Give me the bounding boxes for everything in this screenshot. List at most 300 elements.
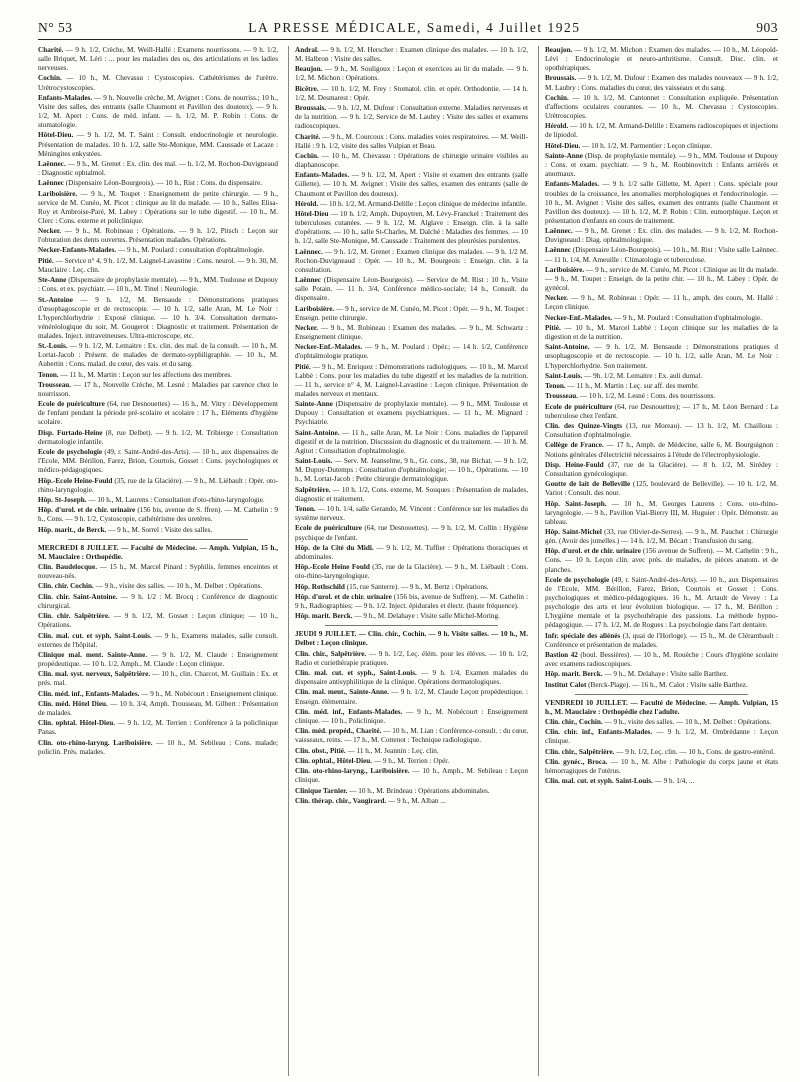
entry-text: — 9 h. 1/2, M. Bensaude : Démonstrations pratiques d œsophagoscopie et de rectoscopie. — 10 h. 1/2, salle Aran, M. Le Noir : L'hyperchlorhydrie. Son traitement. [545,343,778,370]
schedule-entry [38,496,278,505]
schedule-entry [295,505,528,523]
institution-name: Broussais. [295,104,327,113]
entry-text: (15, rue Santerre). — 9 h., M. Bertz : Opérations. [344,582,489,591]
entry-text: — 11 h., salle Aran, M. Le Noir : Cons. maladies de l'appareil digestif et de la nutrition. Discussion du diagnostic et du traitement. — 10 h. M. Agitot : Consultation d'ophtalmologie. [295,428,528,455]
institution-name: Hôp. marit. Berck. [545,670,603,679]
institution-name: Clin. thérap. chir., Vaugirard. [295,796,387,805]
entry-text: (156 bis, avenue de Suffren). — M. Cathelin : 9 h., Radiographies; — 9 h. 1/2. Inject. épidurales et électr. (haute fréquence). [295,592,528,610]
schedule-entry [38,651,278,669]
institution-name: Hôp. d'urol. et de chir. urinaire [38,506,136,515]
schedule-entry [545,266,778,293]
entry-text: — 10 h. 1/2, M. Armand-Delille : Examens radioscopiques et injections de lipiodol. [545,122,778,140]
schedule-entry [38,448,278,475]
schedule-entry [295,248,528,275]
entry-text: — 9 h. 1/2, M. Lemaitre : Ex. clin. des mal. de la consult. — 10 h., M. Lortat-Jacob : Présent. de malades de dermato-syphiligraphie. — 10 h., M. Aubertin : Cons. malad. du cœur, des vais. et du sang. [38,342,278,369]
schedule-entry [295,669,528,687]
entry-text: — 15 h., M. Marcel Pinard : Syphilis, femmes enceintes et nouveau-nés. [38,563,278,581]
schedule-entry [38,371,278,380]
institution-name: Hôp. Saint-Michel [545,528,602,536]
entry-text: (13, rue Moreau). — 13 h. 1/2, M. Chaillous : Consultation d'ophtalmologie. [545,422,778,440]
schedule-entry [38,477,278,495]
institution-name: Clin. Baudelocque. [38,563,98,572]
schedule-entry [295,486,528,504]
schedule-entry [38,612,278,630]
entry-text: — 9 h., M. Grenet : Ex. clin. des mal. — h. 1/2, M. Rochon-Duvigneaud : Diagnostic ophtalmol. [38,159,278,177]
schedule-entry [545,122,778,140]
entry-text: — 9 h. 1/2, Leç. élém. pour les élèves. — 10 h. 1/2, Radio et curiethérapie pratiques. [295,649,528,667]
institution-name: Disp. Heine-Fould [545,460,604,469]
institution-name: Hôtel-Dieu. [545,141,581,150]
institution-name: Clin. mal. ment., Sainte-Anne. [295,688,390,697]
schedule-entry [38,246,278,255]
institution-name: Hôp. Rothschild [295,582,345,591]
institution-name: Ste-Anne [38,276,67,285]
day-heading [295,630,528,648]
schedule-entry [545,227,778,245]
institution-name: Cochin. [545,93,569,102]
institution-name: Lariboisière. [38,189,78,198]
schedule-entry [545,314,778,323]
entry-text: — 9 h. 1/2, Crèche, M. Weill-Hallé : Examens nourrissons. — 9 h. 1/2, salle Briquet, M. Léri : ... pour les maladies des os, des articulations et les ladies nerveuses. [38,46,278,73]
institution-name: Bicêtre. [295,84,319,93]
entry-text: — 9 h. 1/2, M. Dufour : Consultation externe. Maladies nerveuses et de la nutrition. — 9 h. 1/2, Service de M. Laubry : Visite des salles et examens radioscopiques. [295,104,528,131]
schedule-entry [38,94,278,130]
institution-name: Hôp. d'urol. et de chir. urinaire [295,592,392,601]
schedule-entry [545,372,778,381]
schedule-entry [38,342,278,369]
schedule-entry [295,46,528,64]
institution-name: Clin. chir. inf., Enfants-Malades. [545,728,653,737]
entry-text: — 10 h. 1/2, M. Parmentier : Leçon clinique. [580,141,712,150]
entry-text: (156 avenue de Suffren). — M. Cathelin : 9 h., Cons. — 10 h. Leçon clin. avec prés. de malades, de pièces anatom. et de planches. [545,547,778,574]
entry-text: — 9 h. 1/2 salle Gillette, M. Apert : Cons. spéciale pour troubles de la croissance, les anomalies morphologiques et l'endocrinologie. — 10 h., M. Avignet : Visite des salles, examen des entrants (salle Chaumont et Pavillon des douteux). — 10 h. 1/2, M. P. Robin : Clin. eumorphique. Leçon et présentation d'enfants en cours de traitement. [545,180,778,225]
entry-text: (3, quai de l'Horloge). — 15 h., M. de Clérambault : Conférence et présentation de malades. [545,631,778,649]
institution-name: Hérold. [545,122,569,131]
institution-name: Lariboisière. [545,265,585,274]
schedule-entry [545,46,778,73]
entry-text: — Service n° 4, 9 h. 1/2, M. Laignel-Lavastine : Cons. neurol. — 9 h. 30, M. Mauclaire : Leç. clin. [38,256,278,274]
entry-text: — 10 h., M. Chevassu : Cystoscopies. Cathétérismes de l'urètre. Urétrocystoscopies. [38,74,278,92]
institution-name: Sainte-Anne [295,400,333,409]
schedule-entry [295,363,528,399]
institution-name: Clin. obst., Pitié. [295,746,346,755]
schedule-entry [38,179,278,188]
entry-text: — 10 h. 1/2, Amph. Dupuytren, M. Lévy-Franckel : Traitement des tuberculoses cutanées. — 9 h. 1/2, M. Alglave : Enseign. clin. à la salle d'opérations. — 10 h., salle St-Charles, M. Dalché : Maladies des femmes. — 10 h. 1/2, salle Ste-Monique, M. Caussade : Traitement des pleurésies purulentes. [295,210,528,246]
institution-name: Clin. ophtal. Hôtel-Dieu. [38,719,116,728]
day-heading-text: VENDREDI 10 JUILLET. — Faculté de Médecine. — Amph. Vulpian, 15 h., M. Mauclaire : Orthopédie chez l'adulte. [545,698,778,716]
entry-text: — 10 h., M. Chevassu : Opérations de chirurgie urinaire visibles au diaphanoscope. [295,151,528,170]
schedule-entry [545,392,778,401]
day-heading-text: MERCREDI 8 JUILLET. — Faculté de Médecine. — Amph. Vulpian, 15 h., M. Mauclaire : Orthopédie. [38,543,278,561]
entry-text: — 9 h., M. Grenet : Ex. clin. des malades. — 9 h. 1/2, M. Rochon-Duvigneaud : Diag. ophtalmologique. [545,227,778,245]
schedule-entry [295,85,528,103]
institution-name: Collège de France. [545,441,604,450]
institution-name: Laënnec. [38,159,66,168]
schedule-entry [545,500,778,527]
institution-name: Saint-Louis. [295,457,333,466]
section-divider [575,694,748,695]
entry-text: — 17 h., Nouvelle Crèche, M. Lesné : Maladies par carence chez le nourrisson. [38,380,278,398]
schedule-entry [295,563,528,581]
entry-text: — 11 h., M. Martin : Leçon sur les affections des membres. [58,370,232,379]
entry-text: (Dispensaire de prophylaxie mentale). — 9 h., MM. Toulouse et Dupouy : Cons. et ex. psychiatr. — 10 h., M. Tinel : Neurologie. [38,276,278,294]
institution-name: Necker. [295,323,319,332]
schedule-entry [545,343,778,370]
schedule-entry [38,632,278,650]
schedule-entry [295,708,528,726]
column-3 [538,46,778,1076]
entry-text: — 9 h. 1/2, Leç. clin. — 10 h., Cons. de gastro-entérol. [614,747,775,756]
institution-name: Cochin. [38,74,62,83]
schedule-entry [38,276,278,294]
entry-text: — 10 h. 3/4, Amph. Trousseau, M. Gilbert : Présentation de malades. [38,699,278,717]
schedule-entry [38,739,278,757]
institution-name: Ecole de psychologie [38,448,103,457]
entry-text: — 9 h., M. Nobécourt : Enseignement clinique. — 10 h., Policlinique. [295,707,528,725]
entry-text: — 9 h. 1/2, M. Dufour : Examen des malades nouveaux — 9 h. 1/2, M. Laubry : Cons. maladies du cœur, des vaisseaux et du sang. [545,74,778,92]
entry-text: — 9 h., M. Toupet : Enseignement de petite chirurgie. — 9 h., service de M. Cunéo, M. Picot : clinique au lit du malade. — 10 h., Salles Elisa-Roy et Ambroise-Paré, M. Labey : Opérations sur le tube digestif. — 10 h., M. Clerc : Cons. externe et policlinique. [38,189,278,225]
schedule-entry [545,528,778,546]
schedule-entry [295,757,528,766]
schedule-entry [545,651,778,669]
schedule-entry [38,670,278,688]
institution-name: Clin. chir. Salpêtrière. [38,612,110,621]
institution-name: Disp. Furtado-Heine [38,428,103,437]
section-divider [68,539,248,540]
entry-text: (Dispensaire Léon-Bourgeois). — Service de M. Rist : 10 h., Visite salle Potain. — 11 h. 3/4, Conférence médico-sociale; 14 h., Consult. du dispensaire. [295,276,528,303]
schedule-entry [295,583,528,592]
text-columns [38,46,778,1076]
schedule-entry [545,382,778,391]
entry-text: — 10 h., M. Laurens : Consultation d'oto-rhino-laryngologie. [86,495,265,504]
entry-text: — 9 h. 1/2, M. Grenet : Examen clinique des malades. — 9 h. 1/2 M. Rochon-Duvigneaud : Opér. — 10 h., M. Bourgeois : Enseign. clin. à la consultation. [295,247,528,274]
schedule-entry [295,305,528,323]
entry-text: — 9 h. 1/2, M. Terrien : Conférence à la policlinique Panas. [38,719,278,737]
institution-name: Clin. chir. Saint-Antoine. [38,592,118,601]
schedule-entry [545,758,778,776]
entry-text: — 9 h. 1/2, M. Herscher : Examen clinique des malades. — 10 h. 1/2, M. Halbron : Visite des salles. [295,46,528,64]
schedule-entry [545,576,778,631]
institution-name: St.-Louis. [38,342,68,351]
entry-text: — 11 h., M. Martin : Leç. sur aff. des membr. [565,382,699,391]
entry-text: — 10 h., Amph., M. Sebileau : Leçon clinique. [295,767,528,785]
institution-name: Cochin. [295,151,319,160]
schedule-entry [38,429,278,447]
masthead-title: LA PRESSE MÉDICALE, Samedi, 4 Juillet 1925 [248,20,581,35]
entry-text: — 9 h. 1/2, M. Ombrédanne : Leçon clinique. [545,728,778,746]
entry-text: — 9 h. Nouvelle crèche, M. Avignet : Cons. de nourriss.; 10 h., Visite des salles, des entrants (salle Chaumont et Pavillon des douteux). — 9 h. 1/2, M. Apert : Cons. de méd. infant. — h. 1/2, M. P. Robin : Cons. de stomatologie. [38,93,278,130]
entry-text: — Serv. M. Jeanselme, 9 h., Gr. cons., 38, rue Bichat. — 9 h. 1/2, M. Dupuy-Dutemps : Consultation d'ophtalmologie; — 10 h., Opérations. — 10 h., M. Lortat-Jacob : Petite chirurgie dermatologique. [295,457,528,484]
entry-text: (Berck-Plage). — 16 h., M. Calot : Visite salle Barthez. [586,680,748,689]
institution-name: Sainte-Anne [545,151,583,160]
institution-name: Ecole de puériculture [295,524,362,533]
schedule-entry [295,593,528,611]
entry-text: — 10 h. 1/2, M. Frey : Stomatol. clin. et opér. Orthodontie. — 14 h. 1/2, M. Desmarest : Opér. [295,84,528,102]
entry-text: — 10 h. 1/2, M. Cantonnet : Consultation expliquée. Présentation d'affections oculaires courantes. — 10 h., M. Chevassu : Cystoscopies. Urétroscopies. [545,93,778,121]
schedule-entry [38,74,278,92]
entry-text: — 10 h., M. Albe : Pathologie du corps jaune et états hémorragiques de l'utérus. [545,758,778,776]
schedule-entry [545,547,778,574]
institution-name: Clin. chir., Salpêtrière. [545,747,615,756]
schedule-entry [545,152,778,179]
entry-text: (37, rue de la Glacière). — 8 h. 1/2, M. Sirédey : Consultation gynécologique. [545,460,778,478]
institution-name: Hôp. St-Joseph. [38,495,87,504]
entry-text: — 9 h., M. Enriquez : Démonstrations radiologiques. — 10 h., M. Marcel Labbé : Cons. pour les maladies du tube digestif et les maladies de la nutrition. — 11 h., service n° 4, M. Laignel-Lavastine : Leçon clinique. Présentation de malades nerveux et mentaux. [295,362,528,398]
entry-text: (49, r. Saint-André-des-Arts). — 10 h., aux Dispensaires de l'Ecole, MM. Bérillon, Farez, Brion, Courtois et Gosset : Cons. psychologiques et médico-pédagogiques. 16 h., M. Artault de Vevey : La psychologie des arts et leur évolution biologique. — 17 h., M. Bérillon : L'hygiène mentale et la psychothérapie des passions. La méthode hypno-pédagogique. — 17 h. 1/2, M. de Rogues : La psychologie dans l'art dentaire. [545,575,778,630]
entry-text: (Dispensaire Léon-Bourgeois). — 10 h., Rist : Cons. du dispensaire. [63,179,263,188]
entry-text: (8, rue Delbet). — 9 h. 1/2, M. Tribierge : Consultation dermatologie infantile. [38,428,278,446]
entry-text: — 17 h., Amph. de Médecine, salle 6, M. Bourguignon : Notions générales d'électricité nécessaires à l'étude de l'électrophysiologie. [545,441,778,459]
institution-name: Hôp. de la Cité du Midi. [295,543,374,552]
entry-text: — 9 h., service de M. Cunéo, M. Picot : Clinique au lit du malade. — 9 h., M. Toupet : Enseign. de la petite chir. — 10 h., M. Labey : Opér. de gynécol. [545,265,778,293]
institution-name: Tenon. [295,505,316,514]
institution-name: Clin. méd. propéd., Charité. [295,727,382,736]
entry-text: — 11 h., M. Jeannin : Leç. clin. [345,746,439,755]
schedule-entry [295,429,528,456]
schedule-entry [38,719,278,737]
institution-name: Pitié. [295,362,311,371]
entry-text: — 10 h., M. Georges Laurens : Cons. oto-rhino-laryngologie. — 9 h., Pavillon Vial-Bierry III, M. Huguier : Opér. Démonstr. au tableau. [545,499,778,526]
schedule-entry [295,612,528,621]
schedule-entry [295,727,528,745]
schedule-entry [545,142,778,151]
entry-text: — 9 h., M. Courcoux : Cons. maladies voies respiratoires. — M. Weill-Hallé : 9 h. 1/2, visite des salles Vulpian et Beau. [295,132,528,150]
entry-text: — 9h. 1/2, M. Lemaitre : Ex. auli dumal. [582,371,703,380]
institution-name: Clin. oto-rhino-laryng., Lariboisière. [295,767,410,776]
entry-text: — 9 h. 1/2, M. Tuffier : Opérations thoraciques et abdominales. [295,543,528,561]
entry-text: — 9 h. 1/2, M. Michon : Examen des malades. — 10 h., M. Léopold-Lévi : Endocrinologie et neuro-arthritisme. Consult. Disc. clin. et opothérapiques. [545,46,778,73]
entry-text: — 10 h., clin. Charcot, M. Guillain : Ex. et prés. mal. [38,670,278,688]
schedule-entry [545,670,778,679]
institution-name: Hôp. d'urol. et de chir. urinaire [545,547,641,556]
entry-text: — 9 h., Examens malades, salle consult. externes de l'hôpital. [38,631,278,649]
entry-text: — 9 h. 1/2, M. Claude : Enseignement propédeutique. — 10 h. 1/2, Amph., M. Claude : Leçon clinique. [38,650,278,668]
schedule-entry [545,632,778,650]
institution-name: Clin. mal. cut. et syph., Saint-Louis. [295,669,417,678]
entry-text: — 10 h. 1/4, salle Gerando, M. Vincent : Conférence sur les maladies du système nerveux. [295,505,528,523]
schedule-entry [545,180,778,225]
entry-text: — 9 h. 1/4, Examen malades du dispensaire antisyphilitique de la clinique. Opérations dermatologiques. [295,669,528,687]
schedule-entry [295,524,528,542]
entry-text: — 9 h., visite des salles. — 10 h., M. Delbet : Opérations. [602,718,772,727]
entry-text: — 9 h., M. Robineau : Opér. — 11 h., amph. des cours, M. Hallé : Leçon clinique. [545,294,778,312]
entry-text: — 9 h., M. Souligoux : Leçon et exercices au lit du malade. — 9 h. 1/2, M. Michon : Opérations. [295,65,528,83]
entry-text: — 10 h., M. Marcel Labbé : Leçon clinique sur les maladies de la digestion et de la nutrition. [545,323,778,342]
institution-name: Beaujon. [545,46,573,54]
entry-text: — 9 h., M. Delahaye : Visite salle Michel-Moring. [352,612,500,621]
entry-text: — 10 h., M. Brindeau : Opérations abdominales. [347,786,490,795]
institution-name: Tenon. [38,370,59,379]
entry-text: (125, boulevard de Belleville). — 10 h. 1/2, M. Variot : Consult. des nour. [545,480,778,498]
institution-name: Infr. spéciale des aliénés [545,631,621,640]
schedule-entry [295,650,528,668]
day-heading [545,699,778,717]
institution-name: Clin. méd. Hôtel Dieu. [38,699,108,708]
institution-name: Hérold. [295,199,319,208]
entry-text: (35, rue de la Glacière). — 9 h., M. Liébault : Opér. oto-rhino-laryngologie. [38,476,278,494]
day-heading [38,544,278,562]
newspaper-page [38,20,778,1076]
entry-text: — 9 h., M. Nobécourt : Enseignement clinique. [139,689,278,698]
institution-name: Ecole de puériculture [38,400,105,409]
institution-name: Clin. des Quinze-Vingts [545,422,623,431]
schedule-entry [38,381,278,399]
schedule-entry [545,324,778,342]
institution-name: Laënnec. [295,247,323,256]
schedule-entry [295,688,528,706]
schedule-entry [295,767,528,785]
schedule-entry [38,227,278,245]
schedule-entry [38,46,278,73]
entry-text: (49, r. Saint-André-des-Arts). — 10 h., aux dispensaires de l'Ecole, MM. Bérillon, Farez, Brion, Courtois, Gosset : Cons. psychologiques et médico-pédagogiques. [38,448,278,475]
schedule-entry [545,94,778,121]
institution-name: Necker-Enfants-Malades. [38,246,117,255]
entry-text: — 9 h., M. Sorrel : Visite des salles. [106,525,213,534]
schedule-entry [295,797,528,806]
institution-name: St.-Antoine [38,295,73,304]
schedule-entry [545,246,778,264]
institution-name: Clinique mal. ment. Sainte-Anne. [38,650,148,659]
entry-text: — 10 h. 1/2, Cons. externe, M. Souques : Présentation de malades, diagnostic et traitement. [295,485,528,503]
schedule-entry [545,480,778,498]
institution-name: Clin. méd. inf., Enfants-Malades. [38,689,140,698]
institution-name: Saint-Louis. [545,371,583,380]
institution-name: Necker-Enf.-Malades. [295,343,363,352]
page-number: 903 [756,20,778,35]
institution-name: Salpêtrière. [295,485,331,494]
institution-name: Pitié. [38,256,54,265]
issue-number: N° 53 [38,20,73,35]
entry-text: — 9 h., M. Delahaye : Visite salle Barthez. [602,670,728,679]
schedule-entry [38,582,278,591]
entry-text: (64, rue Desnouettes) — 16 h., M. Vitry : Développement de l'enfant pendant la période pré-scolaire et scolaire : 17 h., Eléments d'hygiène scolaire. [38,400,278,427]
schedule-entry [295,544,528,562]
institution-name: Clin. chir., Salpêtrière. [295,649,367,658]
schedule-entry [38,506,278,524]
schedule-entry [295,210,528,246]
institution-name: Beaujon. [295,65,323,74]
entry-text: (Dispensaire de prophylaxie mentale). — 9 h., MM. Toulouse et Dupouy : Consultation et examens psychiatriques. — 11 h., M. Mignard : Psychiatrie. [295,400,528,427]
entry-text: — 9 h. 1/2 : M. Brocq : Conférence de diagnostic chirurgical. [38,592,278,610]
entry-text: — 10 h., M. Lian : Conférence-consult. : du cœur, vaisseaux, reins. — 17 h., M. Cottenot : Technique radiologique. [295,727,528,745]
entry-text: — 9 h., M. Poulard : Consultation d'ophtalmologie. [612,313,763,322]
entry-text: (boul. Bessières). — 10 h., M. Rouèche : Cours d'hygiène scolaire avec examens radioscopiques. [545,650,778,669]
schedule-entry [545,777,778,786]
institution-name: Necker. [545,294,569,303]
entry-text: — 10 h. 1/2, M. Lesné : Cons. des nourrissons. [578,392,716,401]
schedule-entry [295,200,528,209]
entry-text: — 9 h., visite des salles. — 10 h., M. Delbet : Opérations. [93,582,263,591]
entry-text: (64, rue Desnouettes). — 9 h. 1/2, M. Collin : Hygiène psychique de l'enfant. [295,524,528,542]
schedule-entry [545,74,778,92]
institution-name: Laënnec [295,276,321,285]
schedule-entry [295,152,528,170]
institution-name: Clin. gynéc., Broca. [545,758,608,767]
schedule-entry [38,526,278,535]
institution-name: Clin. chir., Cochin. [545,718,603,727]
schedule-entry [295,171,528,198]
entry-text: (Dispensaire Léon-Bourgeois). — 10 h., M. Rist : Visite salle Laënnec. — 11 h. 1/4, M. Ameuille : Climatologie et tuberculose. [545,246,778,264]
institution-name: Clin. ophtal., Hôtel-Dieu. [295,756,373,765]
institution-name: Hôp.-Ecole Heine Fould [295,563,370,572]
institution-name: Clin. oto-rhino-laryng. Lariboisière. [38,738,153,747]
schedule-entry [545,403,778,421]
institution-name: Hôtel-Dieu. [38,131,74,140]
entry-text: — 9 h. 1/2, M. Gosset : Leçon clinique; — 10 h., Opérations. [38,612,278,630]
institution-name: Charité. [38,46,64,54]
institution-name: Saint-Antoine. [545,343,590,352]
entry-text: — 10 h., M. Sebileau : Cons. malade; policlin. Prés. malades. [38,738,278,756]
schedule-entry [38,563,278,581]
institution-name: Laënnec [38,179,64,188]
institution-name: Saint-Antoine. [295,428,340,437]
schedule-entry [38,700,278,718]
entry-text: — 10 h. 1/2, M. Armand-Delille : Leçon clinique de médecine infantile. [318,199,528,208]
entry-text: — 9 h., M. Poulard : consultation d'ophtalmologie. [116,246,265,255]
entry-text: — 9 h., M. Robineau : Opérations. — 9 h. 1/2, Pitsch : Leçon sur l'obturation des dents ouvertes. Présentation malades. Opérations. [38,227,278,245]
institution-name: Clin. mal. cut. et syph. Saint-Louis. [38,631,152,640]
schedule-entry [545,718,778,727]
schedule-entry [38,257,278,275]
schedule-entry [295,133,528,151]
institution-name: Clin. mal. syst. nerveux, Salpêtrière. [38,670,151,679]
entry-text: — 9 h. 1/2, M. Apert : Visite et examen des entrants (salle Gillette). — 10 h. M. Avignet : Visite des salles, examen des entrants (salle de Chaumont et Pavillon des douteux). [295,171,528,198]
institution-name: Clin. méd. inf., Enfants-Malades. [295,707,403,716]
schedule-entry [38,690,278,699]
schedule-entry [38,131,278,158]
institution-name: Ecole de psychologie [545,575,610,584]
institution-name: Clin. chir. Cochin. [38,582,94,591]
entry-text: — 9 h., M. Terrien : Opér. [372,756,450,765]
schedule-entry [545,294,778,312]
institution-name: Enfants-Malades. [545,180,600,189]
institution-name: Hôp. Saint-Joseph. [545,499,607,508]
schedule-entry [38,190,278,226]
section-divider [325,625,498,626]
institution-name: Lariboisière. [295,304,335,313]
institution-name: Hôp.-Ecole Heine-Fould [38,476,113,485]
schedule-entry [545,441,778,459]
institution-name: Enfants-Malades. [295,171,350,180]
schedule-entry [295,324,528,342]
schedule-entry [295,343,528,361]
institution-name: Clin. mal. cut. et syph. Saint-Louis. [545,777,653,786]
entry-text: — 9 h. 1/2, M. Claude Leçon propédeutique. : Enseign. élémentaire. [295,688,528,706]
schedule-entry [295,457,528,484]
entry-text: — 9 h. 1/2, M. T. Saint : Consult. endocrinologie et neurologie. Présentation de malades. 10 h. 1/2, salle Ste-Monique, MM. Caussade et Lacaze : Méningites enkystées. [38,131,278,158]
schedule-entry [295,400,528,427]
entry-text: — 9 h. 1/4, ... [652,777,695,786]
schedule-entry [295,104,528,131]
institution-name: Trousseau. [38,380,72,389]
schedule-entry [545,728,778,746]
entry-text: (35, rue de la Glacière). — 9 h., M. Liébault : Cons. oto-rhino-laryngologique. [295,563,528,581]
institution-name: Tenon. [545,382,566,391]
institution-name: Ecole de puériculture [545,402,613,411]
institution-name: Necker-Enf.-Malades. [545,313,613,322]
entry-text: — 9 h., M. Robineau : Examen des malades. — 9 h., M. Schwartz : Enseignement clinique. [295,323,528,342]
institution-name: Necker. [38,227,62,236]
institution-name: Bastion 42 [545,650,578,659]
entry-text: — 9 h., service de M. Cunéo, M. Picot : Opér. — 9 h., M. Toupet : Enseign. petite chirurgie. [295,304,528,322]
institution-name: Goutte de lait de Belleville [545,480,631,489]
institution-name: Enfants-Malades. [38,93,93,102]
institution-name: Laënnec [545,246,571,255]
schedule-entry [295,65,528,83]
schedule-entry [38,296,278,341]
institution-name: Laënnec. [545,227,573,236]
schedule-entry [295,787,528,796]
